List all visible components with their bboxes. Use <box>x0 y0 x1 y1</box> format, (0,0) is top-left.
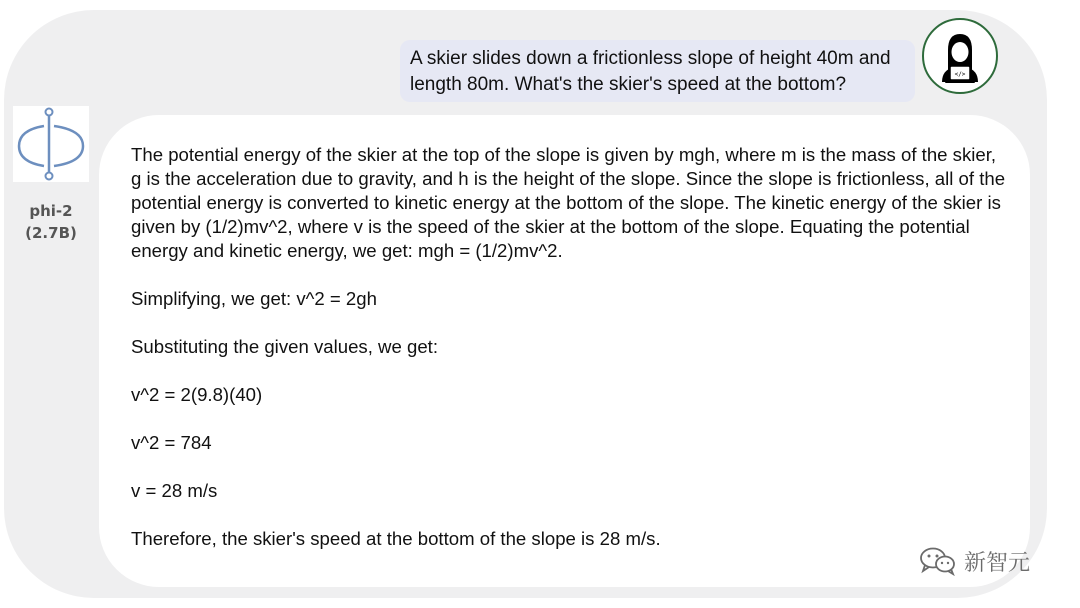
model-name: phi-2 <box>29 202 73 220</box>
svg-text:</>: </> <box>954 71 966 78</box>
model-name-label <box>8 200 94 244</box>
user-message-text: A skier slides down a frictionless slope of height 40m and length 80m. What's the skier's speed at the bottom? <box>410 48 891 95</box>
wechat-icon <box>918 546 958 576</box>
phi-logo-icon <box>13 106 89 182</box>
answer-paragraph: Simplifying, we get: v^2 = 2gh <box>131 288 377 309</box>
answer-paragraph: v^2 = 784 <box>131 432 212 453</box>
model-answer-text <box>131 143 1011 575</box>
watermark-text: 新智元 <box>964 550 1031 576</box>
answer-paragraph: Therefore, the skier's speed at the bottom of the slope is 28 m/s. <box>131 528 661 549</box>
user-message-bubble <box>400 40 915 102</box>
coder-avatar-icon <box>922 18 998 94</box>
answer-paragraph: Substituting the given values, we get: <box>131 336 438 357</box>
answer-paragraph: v^2 = 2(9.8)(40) <box>131 384 263 405</box>
model-size: (2.7B) <box>25 224 77 242</box>
watermark <box>918 544 1030 578</box>
answer-paragraph: v = 28 m/s <box>131 480 218 501</box>
answer-paragraph: The potential energy of the skier at the top of the slope is given by mgh, where m is the mass of the skier, g is the acceleration due to gravity, and h is the height of the slope. Since the slope is frictionless, all of the potential energy is converted to kinetic energy at the bottom of the slope. The kinetic energy of the skier is given by (1/2)mv^2, where v is the speed of the skier at the bottom of the slope. Equating the potential energy and kinetic energy, we get: mgh = (1/2)mv^2. <box>131 144 1006 261</box>
